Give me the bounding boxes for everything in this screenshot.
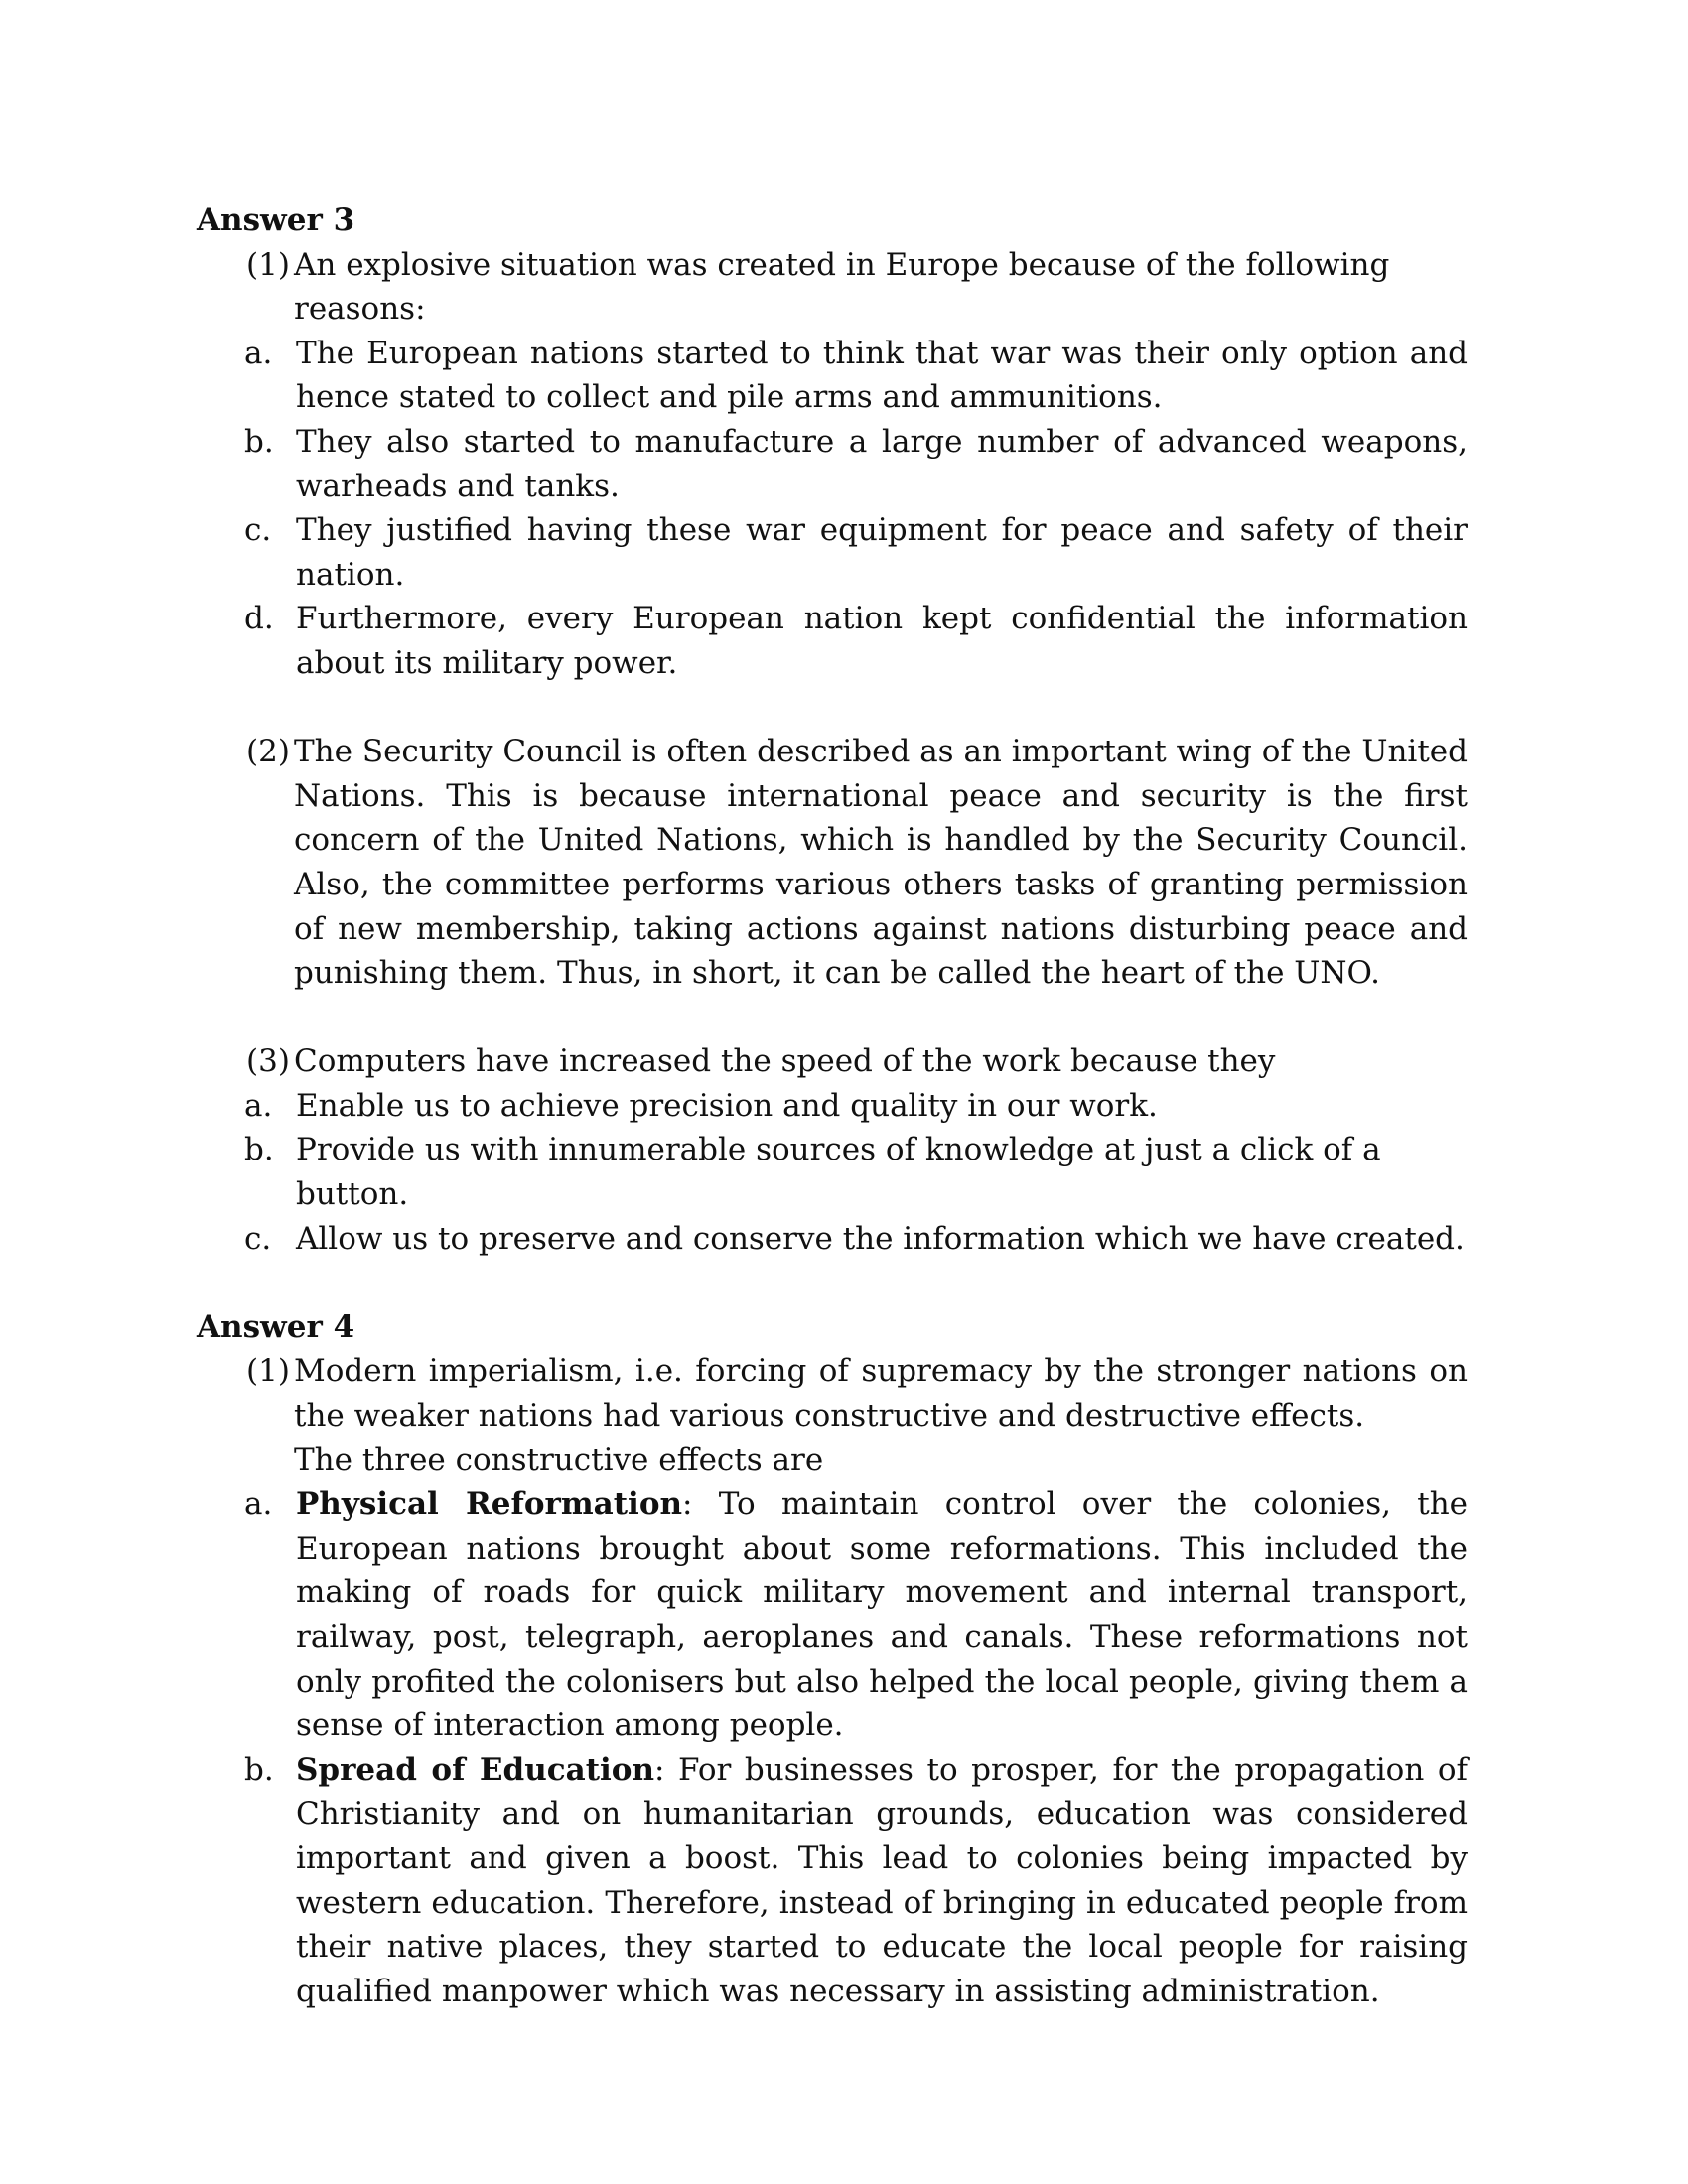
list-item-text: [296, 1748, 1468, 2014]
list-item-letter: a.: [244, 335, 273, 371]
list-item-title: Physical Reformation: [296, 1486, 683, 1523]
list-item-text: The European nations started to think that war was their only option and hence stated to collect and pile arms and ammunitions.: [296, 335, 1468, 416]
question-text: Computers have increased the speed of the work because they: [294, 1043, 1276, 1080]
list-item-body: : For businesses to prosper, for the propagation of Christianity and on humanitarian grounds, education was considered important and given a boost. This lead to colonies being impacted by western education. Therefore, instead of bringing in educated people from their native places, they started to educate the local people for raising qualified manpower which was necessary in assisting administration.: [296, 1751, 1468, 2009]
list-item-letter: b.: [244, 1132, 274, 1168]
question-number: (2): [246, 734, 290, 770]
list-item-letter: a.: [244, 1087, 273, 1124]
list-item-letter: c.: [244, 1220, 272, 1257]
list-item-letter: c.: [244, 512, 272, 549]
spacer: [197, 1261, 1468, 1305]
list-item-title: Spread of Education: [296, 1751, 655, 1788]
answer-4-heading: Answer 4: [197, 1308, 355, 1345]
list-item-letter: b.: [244, 1751, 274, 1788]
answer-3-question-3: [246, 1039, 1468, 1084]
list-item: [197, 420, 1468, 508]
list-item: [197, 1128, 1468, 1216]
question-text: An explosive situation was created in Europe because of the following reasons:: [294, 246, 1390, 328]
question-intro: The three constructive effects are: [294, 1441, 824, 1478]
question-text: The Security Council is often described as an important wing of the United Nations. This is because international peace and security is the first concern of the United Nations, which is handled by the Security Council. Also, the committee performs various others tasks of granting permission of new membership, taking actions against nations disturbing peace and punishing them. Thus, in short, it can be called the heart of the UNO.: [294, 734, 1468, 992]
list-item-body: : To maintain control over the colonies, the European nations brought about some reformations. This included the making of roads for quick military movement and internal transport, railway, post, telegraph, aeroplanes and canals. These reformations not only profited the colonisers but also helped the local people, giving them a sense of interaction among people.: [296, 1486, 1469, 1744]
list-item-text: They justified having these war equipment for peace and safety of their nation.: [296, 512, 1468, 593]
question-number: (1): [246, 246, 290, 283]
list-item-text: Enable us to achieve precision and quality in our work.: [296, 1087, 1158, 1124]
list-item-letter: b.: [244, 423, 274, 460]
answer-3-question-2: [246, 730, 1468, 996]
list-item-text: Provide us with innumerable sources of knowledge at just a click of a button.: [296, 1132, 1381, 1213]
answer-4-question-1: [246, 1349, 1468, 1482]
answer-3-heading: Answer 3: [197, 203, 355, 238]
list-item: [197, 332, 1468, 420]
list-item: [197, 508, 1468, 597]
question-number: (1): [246, 1353, 290, 1390]
list-item-text: They also started to manufacture a large number of advanced weapons, warheads and tanks.: [296, 423, 1468, 504]
list-item-letter: d.: [244, 601, 274, 637]
list-item-text: Furthermore, every European nation kept confidential the information about its military power.: [296, 601, 1468, 681]
list-item: [197, 1084, 1468, 1129]
list-item-text: Allow us to preserve and conserve the information which we have created.: [296, 1220, 1465, 1257]
list-item-letter: a.: [244, 1486, 273, 1523]
question-number: (3): [246, 1043, 290, 1080]
list-item: [197, 1748, 1468, 2014]
list-item: [197, 1482, 1468, 1748]
list-item: [197, 597, 1468, 685]
list-item: [197, 1217, 1468, 1262]
document-page: [197, 199, 1468, 2013]
spacer: [197, 686, 1468, 731]
question-text: Modern imperialism, i.e. forcing of supremacy by the stronger nations on the weaker nations had various constructive and destructive effects.: [294, 1353, 1468, 1434]
list-item-text: [296, 1482, 1468, 1748]
spacer: [197, 996, 1468, 1040]
answer-3-question-1: [246, 243, 1468, 332]
